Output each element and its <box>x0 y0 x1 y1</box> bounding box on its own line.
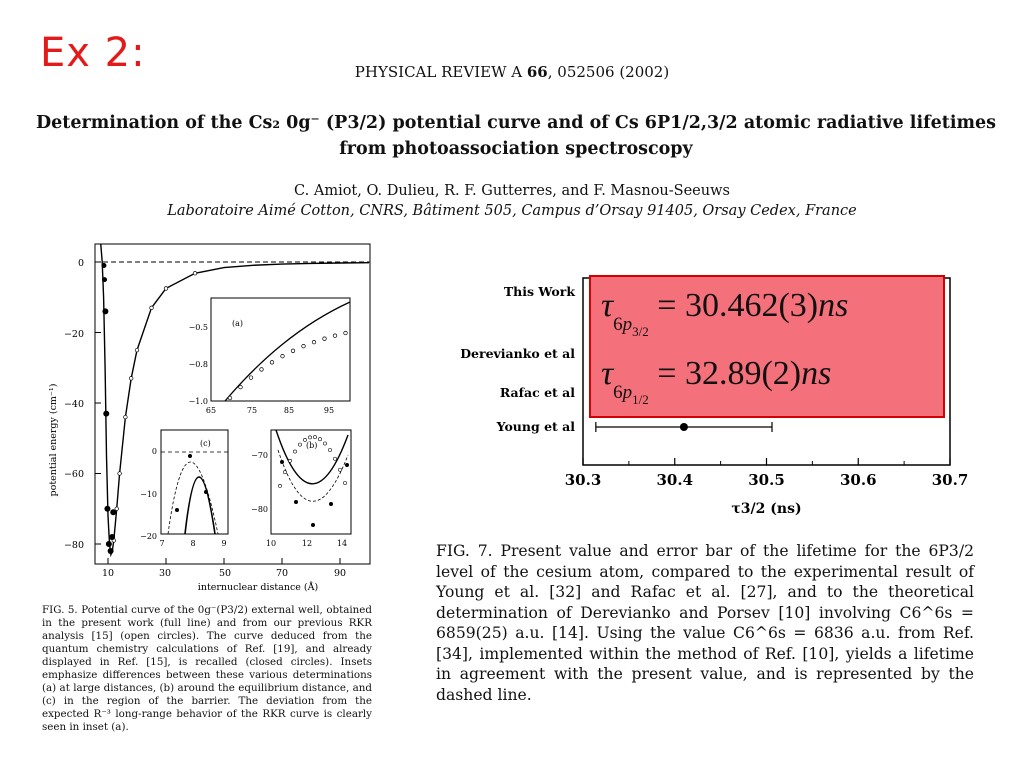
fig5-ytick: 0 <box>77 258 84 269</box>
formula-tau-p12-unit: ns <box>801 355 832 392</box>
journal-name: PHYSICAL REVIEW A <box>354 63 523 81</box>
fig5-inset-a-ytick: −0.5 <box>188 323 208 332</box>
fig5-xlabel: internuclear distance (Å) <box>197 582 319 593</box>
fig5-inset-b-open-circle <box>343 481 346 484</box>
fig7-category-label: Young et al <box>496 419 575 434</box>
fig5-inset-a-open-circle <box>228 396 232 400</box>
fig5-inset-a-ytick: −0.8 <box>188 360 208 369</box>
fig5-potential-chart <box>40 240 375 600</box>
fig5-open-circle <box>193 271 197 275</box>
slide-title: Ex 2: <box>40 30 146 76</box>
fig5-inset-a-open-circle <box>270 361 274 365</box>
paper-title <box>36 110 996 162</box>
fig5-inset-a-ytick: −1.0 <box>188 397 208 406</box>
fig7-category-label: This Work <box>503 284 575 299</box>
fig5-inset-a-open-circle <box>344 331 348 335</box>
fig7-data-point <box>680 423 688 431</box>
fig5-inset-a-open-circle <box>281 354 285 358</box>
fig5-ytick: −40 <box>63 399 84 410</box>
fig5-open-circle <box>118 472 122 476</box>
fig5-inset-a-open-circle <box>249 376 253 380</box>
fig5-ytick: −80 <box>63 540 84 551</box>
fig5-closed-circle <box>102 277 107 282</box>
paper-title-line1: Determination of the Cs₂ 0g⁻ (P3/2) potential curve and of Cs 6P1/2,3/2 atomic radiative lifetimes <box>36 113 996 133</box>
fig5-inset-b-open-circle <box>278 484 281 487</box>
fig7-xtick-label: 30.6 <box>839 471 877 489</box>
fig5-inset-b-xtick: 14 <box>336 539 348 548</box>
fig5-inset-b-ytick: −70 <box>251 451 268 460</box>
fig7-category-label: Derevianko et al <box>460 346 575 361</box>
fig5-open-circle <box>150 306 154 310</box>
fig5-inset-b-open-circle <box>283 471 286 474</box>
formula-tau-p12-value: = 32.89(2) <box>657 355 802 392</box>
fig5-closed-circle <box>101 263 106 268</box>
fig5-inset-c-ytick: −10 <box>140 490 157 499</box>
fig5-open-circle <box>164 287 168 291</box>
fig7-xlabel: τ3/2 (ns) <box>731 501 802 517</box>
fig5-open-circle <box>135 348 139 352</box>
fig5-inset-b-open-circle <box>298 443 301 446</box>
fig7-caption: FIG. 7. Present value and error bar of the lifetime for the 6P3/2 level of the cesium atom, compared to the experimental result of Young et al. [32] and Rafac et al. [27], and to the theoretical determination of Derevianko and Porsev [10] involving C6^6s = 6859(25) a.u. [14]. Using the value C6^6s = 6836 a.u. from Ref. [34], implemented within the method of Ref. [10], yields a lifetime in agreement with the present value, and is represented by the dashed line. <box>436 542 974 704</box>
fig5-inset-b-xtick: 10 <box>265 539 277 548</box>
fig5-closed-circle <box>110 509 116 515</box>
fig7-xtick-label: 30.3 <box>564 471 602 489</box>
fig5-inset-a-xtick: 95 <box>323 406 335 415</box>
fig5-xtick: 70 <box>275 568 289 579</box>
fig5-open-circle <box>124 415 128 419</box>
fig5-inset-a-xtick: 75 <box>246 406 258 415</box>
formula-tau-p32-unit: ns <box>818 287 849 324</box>
fig5-xtick: 10 <box>101 568 115 579</box>
fig5-inset-b-open-circle <box>318 438 321 441</box>
fig5-closed-circle <box>102 308 108 314</box>
fig7-category-label: Rafac et al <box>499 385 575 400</box>
fig5-inset-b-open-circle <box>293 450 296 453</box>
journal-article: , 052506 (2002) <box>547 63 670 81</box>
formula-tau-p32: $\tau_{6p_{3/2}} = 30.462(3)ns$ <box>601 287 849 339</box>
fig5-inset-b-open-circle <box>328 448 331 451</box>
fig5-inset-b-open-circle <box>308 436 311 439</box>
fig5-closed-circle <box>108 548 114 554</box>
fig5-inset-a-open-circle <box>323 337 327 341</box>
fig5-inset-a-xtick: 85 <box>283 406 295 415</box>
fig5-ytick: −60 <box>63 469 84 480</box>
fig5-xtick: 50 <box>218 568 232 579</box>
fig5-inset-b-ytick: −80 <box>251 505 268 514</box>
fig5-inset-b-open-circle <box>288 459 291 462</box>
fig7-xtick-label: 30.4 <box>656 471 694 489</box>
fig5-inset-c-xtick: 8 <box>190 539 196 548</box>
fig5-inset-a-xtick: 65 <box>205 406 217 415</box>
paper-authors: C. Amiot, O. Dulieu, R. F. Gutterres, and F. Masnou-Seeuws <box>294 183 730 199</box>
fig5-xtick: 90 <box>333 568 347 579</box>
fig5-inset-a-open-circle <box>239 385 243 389</box>
fig5-inset-b <box>251 430 351 548</box>
fig7-xtick-label: 30.5 <box>748 471 785 489</box>
fig7-xtick-label: 30.7 <box>931 471 969 489</box>
fig5-inset-a-open-circle <box>333 334 337 338</box>
fig5-inset-a-open-circle <box>302 344 306 348</box>
fig5-inset-c <box>140 430 228 548</box>
fig5-open-circle <box>115 507 119 511</box>
formula-tau-p32-value: = 30.462(3) <box>657 287 819 324</box>
fig5-ylabel: potential energy (cm⁻¹) <box>48 383 59 497</box>
fig5-inset-b-open-circle <box>338 468 341 471</box>
fig5-inset-b-open-circle <box>323 442 326 445</box>
fig5-inset-a-label: (a) <box>232 319 244 328</box>
paper-title-line2: from photoassociation spectroscopy <box>339 139 693 159</box>
journal-citation <box>0 63 1024 81</box>
fig5-inset-b-xtick: 12 <box>301 539 313 548</box>
fig5-inset-a-open-circle <box>291 349 295 353</box>
fig5-closed-circle <box>109 534 115 540</box>
fig5-closed-circle <box>106 541 112 547</box>
fig5-inset-c-xtick: 7 <box>159 539 165 548</box>
fig5-inset-c-xtick: 9 <box>221 539 227 548</box>
journal-volume: 66 <box>526 63 548 81</box>
fig5-closed-circle <box>103 411 109 417</box>
fig5-inset-a-open-circle <box>260 368 264 372</box>
fig5-inset-a <box>189 298 350 415</box>
fig5-open-circle <box>129 377 133 381</box>
paper-affiliation: Laboratoire Aimé Cotton, CNRS, Bâtiment 505, Campus d’Orsay 91405, Orsay Cedex, France <box>167 203 857 219</box>
fig5-inset-a-open-circle <box>312 340 316 344</box>
fig5-inset-b-open-circle <box>313 436 316 439</box>
fig5-inset-c-label: (c) <box>200 439 211 448</box>
fig5-xtick: 30 <box>158 568 172 579</box>
fig5-inset-c-ytick: −20 <box>140 532 157 541</box>
fig5-inset-b-open-circle <box>333 457 336 460</box>
fig5-caption: FIG. 5. Potential curve of the 0g⁻(P3/2) external well, obtained in the present work (full line) and from our previous RKR analysis [15] (open circles). The curve deduced from the quantum chemistry calculations of Ref. [19], and already displayed in Ref. [15], is recalled (closed circles). Insets emphasize differences between these various determinations (a) at large distances, (b) around the equilibrium distance, and (c) in the region of the barrier. The deviation from the expected R⁻³ long-range behavior of the RKR curve is clearly seen in inset (a). <box>42 604 372 733</box>
fig5-inset-b-label: (b) <box>306 441 318 450</box>
fig5-inset-c-ytick: 0 <box>151 447 157 456</box>
fig5-closed-circle <box>104 506 110 512</box>
formula-tau-p12: $\tau_{6p_{1/2}} = 32.89(2)ns$ <box>601 355 832 407</box>
lifetime-formula-box <box>589 275 945 418</box>
fig5-ytick: −20 <box>63 329 84 340</box>
